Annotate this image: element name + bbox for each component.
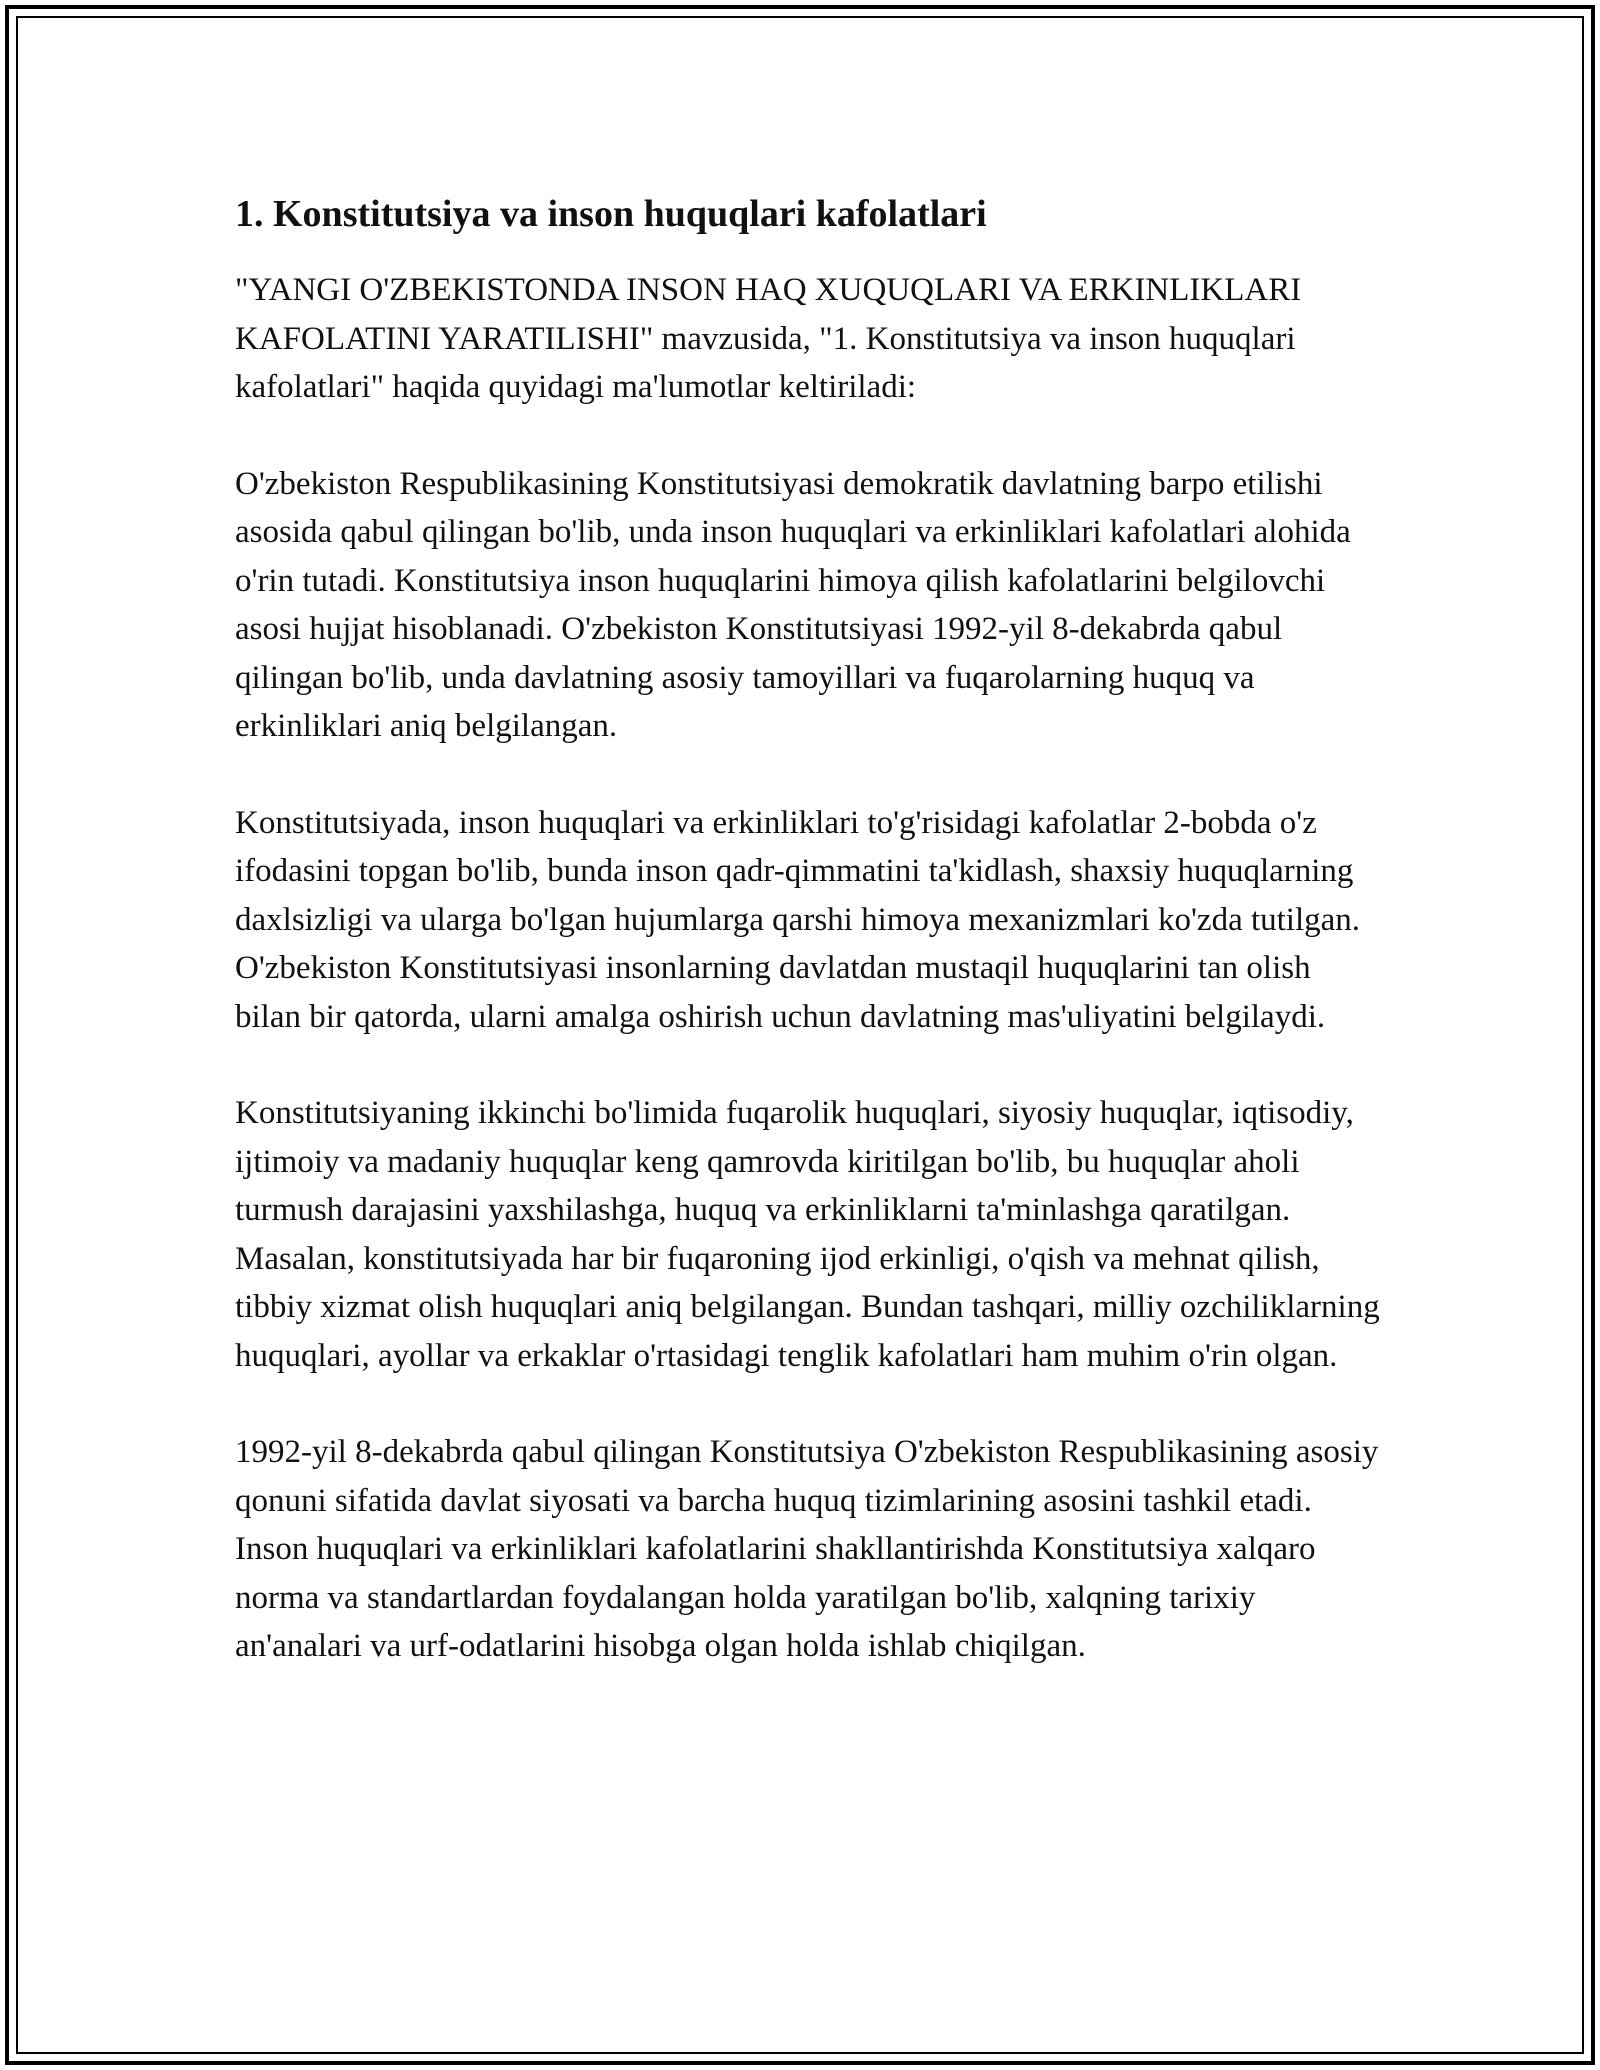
intro-paragraph: "YANGI O'ZBEKISTONDA INSON HAQ XUQUQLARI VA ERKINLIKLARI KAFOLATINI YARATILISHI" mavzusida, "1. Konstitutsiya va inson huquqlari kafolatlari" haqida quyidagi ma'lumotlar keltiriladi: [235, 272, 1302, 405]
body-paragraph-2: Konstitutsiyada, inson huquqlari va erkinliklari to'g'risidagi kafolatlar 2-bobda o'z ifodasini topgan bo'lib, bunda inson qadr-qimmatini ta'kidlash, shaxsiy huquqlarning daxlsizligi va ularga bo'lgan hujumlarga qarshi himoya mexanizmlari ko'zda tutilgan. O'zbekiston Konstitutsiyasi insonlarning davlatdan mustaqil huquqlarini tan olish bilan bir qatorda, ularni amalga oshirish uchun davlatning mas'uliyatini belgilaydi. [235, 804, 1361, 1035]
body-paragraph-4: 1992-yil 8-dekabrda qabul qilingan Konstitutsiya O'zbekiston Respublikasining asosiy qonuni sifatida davlat siyosati va barcha huquq tizimlarining asosini tashkil etadi. Inson huquqlari va erkinliklari kafolatlarini shakllantirishda Konstitutsiya xalqaro norma va standartlardan foydalangan holda yaratilgan bo'lib, xalqning tarixiy an'analari va urf-odatlarini hisobga olgan holda ishlab chiqilgan. [235, 1434, 1379, 1664]
body-paragraph-3: Konstitutsiyaning ikkinchi bo'limida fuqarolik huquqlari, siyosiy huquqlar, iqtisodiy, ijtimoiy va madaniy huquqlar keng qamrovda kiritilgan bo'lib, bu huquqlar aholi turmush darajasini yaxshilashga, huquq va erkinliklarni ta'minlashga qaratilgan. Masalan, konstitutsiyada har bir fuqaroning ijod erkinligi, o'qish va mehnat qilish, tibbiy xizmat olish huquqlari aniq belgilangan. Bundan tashqari, milliy ozchiliklarning huquqlari, ayollar va erkaklar o'rtasidagi tenglik kafolatlari ham muhim o'rin olgan. [235, 1095, 1380, 1374]
body-paragraph-1: O'zbekiston Respublikasining Konstitutsiyasi demokratik davlatning barpo etilishi asosida qabul qilingan bo'lib, unda inson huquqlari va erkinliklari kafolatlari alohida o'rin tutadi. Konstitutsiya inson huquqlarini himoya qilish kafolatlarini belgilovchi asosi hujjat hisoblanadi. O'zbekiston Konstitutsiyasi 1992-yil 8-dekabrda qabul qilingan bo'lib, unda davlatning asosiy tamoyillari va fuqarolarning huquq va erkinliklari aniq belgilangan. [235, 465, 1351, 744]
document-body [235, 186, 1380, 1719]
section-heading: 1. Konstitutsiya va inson huquqlari kafolatlari [235, 193, 987, 235]
